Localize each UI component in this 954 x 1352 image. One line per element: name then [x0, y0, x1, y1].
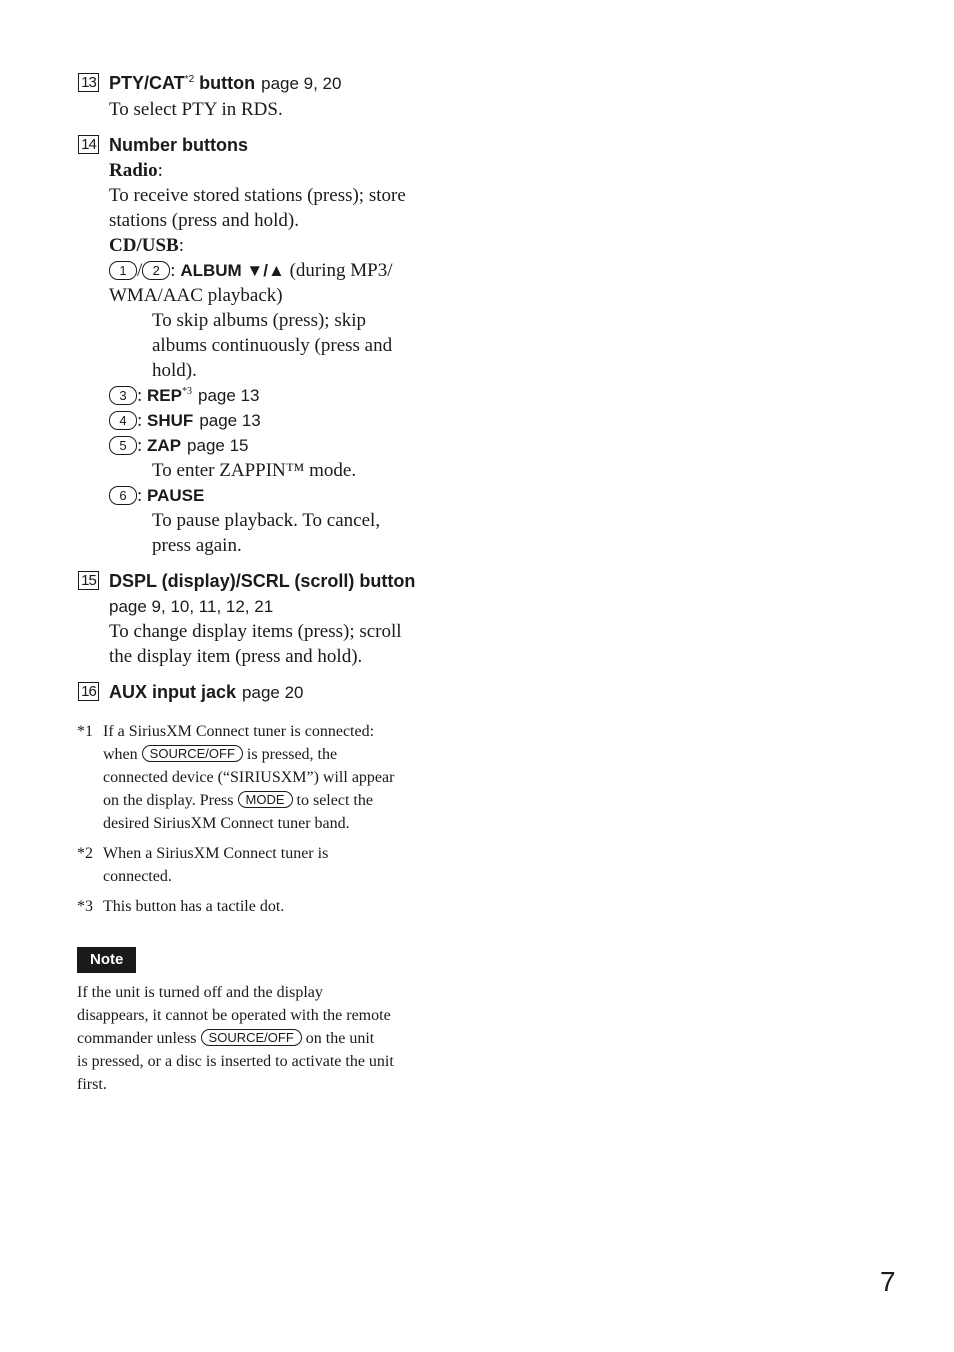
- item-heading: [109, 70, 447, 97]
- item-number: 13: [78, 73, 99, 92]
- footnote-mark: *1: [77, 723, 93, 740]
- album-description-line: hold).: [152, 360, 197, 381]
- item-title: Number buttons: [109, 135, 248, 155]
- item-number: 14: [78, 135, 99, 154]
- footnote: [77, 720, 447, 835]
- footnote-ref: *2: [184, 74, 195, 85]
- page-reference: page 13: [199, 411, 261, 430]
- page-reference: page 9, 20: [261, 74, 342, 93]
- shuf-label: SHUF: [147, 411, 194, 430]
- page-reference: page 13: [198, 386, 260, 405]
- item-number-buttons: [77, 132, 447, 558]
- footnote-line: when SOURCE/OFF is pressed, the: [103, 746, 338, 763]
- cd-usb-subheading: CD/USB:: [109, 235, 184, 256]
- source-off-button-icon: SOURCE/OFF: [201, 1029, 302, 1046]
- footnote-line: on the display. Press MODE to select the: [103, 792, 373, 809]
- item-aux-input: [77, 679, 447, 706]
- item-description-line: the display item (press and hold).: [109, 646, 363, 667]
- footnote-ref: *3: [182, 386, 192, 397]
- button-2-icon: 2: [142, 261, 170, 280]
- item-heading: [109, 132, 447, 158]
- item-heading: [109, 679, 447, 706]
- footnote-mark: *3: [77, 898, 93, 915]
- page-reference: page 20: [242, 683, 304, 702]
- note-line: is pressed, or a disc is inserted to activate the unit: [77, 1053, 394, 1070]
- page-number: 7: [880, 1266, 896, 1297]
- album-buttons-row: 1 / 2 : ALBUM ▼/▲ (during MP3/: [109, 258, 447, 283]
- item-pty-cat: [77, 70, 447, 122]
- item-heading: [109, 568, 447, 594]
- button-1-icon: 1: [109, 261, 137, 280]
- radio-description-line: stations (press and hold).: [109, 210, 299, 231]
- item-dspl-scrl: [77, 568, 447, 669]
- item-title: PTY/CAT: [109, 73, 185, 93]
- pause-row: 6 : PAUSE: [109, 483, 447, 508]
- radio-subheading: Radio:: [109, 160, 163, 181]
- page-reference: page 15: [187, 436, 249, 455]
- rep-row: 3 : REP$^{*3}$ page 13: [109, 383, 447, 408]
- button-6-icon: 6: [109, 486, 137, 505]
- footnote-line: connected device (“SIRIUSXM”) will appear: [103, 769, 395, 786]
- album-description-line: To skip albums (press); skip: [152, 310, 366, 331]
- item-number: 16: [78, 682, 99, 701]
- button-4-icon: 4: [109, 411, 137, 430]
- note-line: disappears, it cannot be operated with the remote: [77, 1007, 391, 1024]
- shuf-row: 4 : SHUF page 13: [109, 408, 447, 433]
- pause-description-line: To pause playback. To cancel,: [152, 510, 381, 531]
- zap-label: ZAP: [147, 436, 182, 455]
- zap-row: 5 : ZAP page 15: [109, 433, 447, 458]
- note-text: [77, 981, 437, 1096]
- item-description: To select PTY in RDS.: [109, 99, 283, 120]
- down-up-triangle-icon: ▼/▲: [241, 261, 285, 280]
- item-number: 15: [78, 571, 99, 590]
- item-title: AUX input jack: [109, 682, 237, 702]
- footnote-line: connected.: [103, 868, 172, 885]
- album-label: ALBUM: [180, 261, 242, 280]
- footnote: [77, 842, 447, 888]
- item-title-suffix: button: [194, 73, 256, 93]
- rep-label: REP: [147, 386, 182, 405]
- footnote: [77, 895, 447, 918]
- footnote-line: desired SiriusXM Connect tuner band.: [103, 815, 350, 832]
- manual-column: [77, 70, 447, 1096]
- source-off-button-icon: SOURCE/OFF: [142, 745, 243, 762]
- item-description-line: To change display items (press); scroll: [109, 621, 402, 642]
- button-3-icon: 3: [109, 386, 137, 405]
- button-5-icon: 5: [109, 436, 137, 455]
- album-mode-text: (during MP3/: [284, 260, 393, 281]
- note-line: If the unit is turned off and the display: [77, 984, 323, 1001]
- note-line: commander unless SOURCE/OFF on the unit: [77, 1030, 375, 1047]
- pause-description-line: press again.: [152, 535, 242, 556]
- album-mode-text-line: WMA/AAC playback): [109, 285, 283, 306]
- zap-description: To enter ZAPPIN™ mode.: [152, 460, 357, 481]
- footnote-mark: *2: [77, 845, 93, 862]
- note-line: first.: [77, 1076, 107, 1093]
- page-reference: page 9, 10, 11, 12, 21: [109, 597, 274, 616]
- footnote-line: This button has a tactile dot.: [103, 898, 285, 915]
- note-label: Note: [77, 947, 136, 973]
- pause-label: PAUSE: [147, 486, 205, 505]
- footnote-line: When a SiriusXM Connect tuner is: [103, 845, 329, 862]
- radio-description-line: To receive stored stations (press); store: [109, 185, 406, 206]
- footnote-line: If a SiriusXM Connect tuner is connected:: [103, 723, 375, 740]
- item-title: DSPL (display)/SCRL (scroll) button: [109, 571, 416, 591]
- mode-button-icon: MODE: [238, 791, 293, 808]
- album-description-line: albums continuously (press and: [152, 335, 393, 356]
